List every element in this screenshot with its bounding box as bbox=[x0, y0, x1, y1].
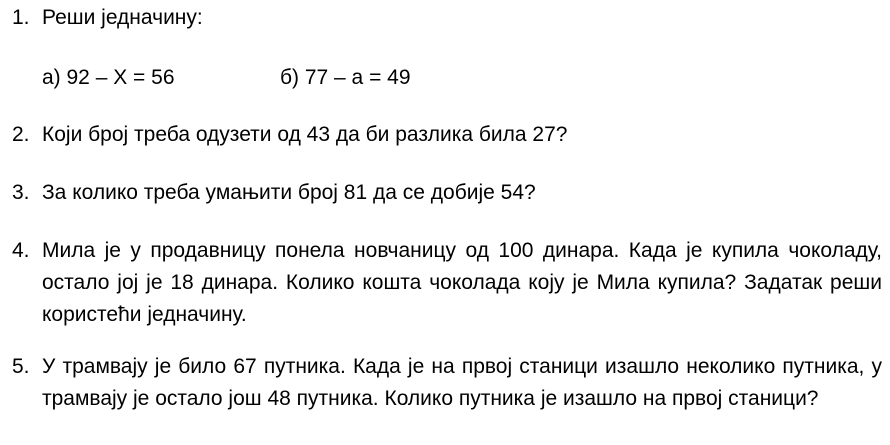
problem-text: Мила је у продавницу понела новчаницу од 100 динара. Када је купила чоколаду, остало јој је 18 динара. Колико кошта чоколада коју је Мила купила? Задатак реши користећи једначину. bbox=[42, 239, 882, 326]
equations-row bbox=[42, 62, 642, 94]
problem-text: У трамвају је било 67 путника. Када је на првој станици изашло неколико путника, у трамвају је остало још 48 путника. Колико путника је изашло на првој станици? bbox=[42, 355, 882, 410]
problem-number: 1. bbox=[12, 6, 30, 29]
problem-text: За колико треба умањити број 81 да се добије 54? bbox=[42, 181, 536, 204]
problem-3 bbox=[12, 177, 882, 209]
problem-number: 4. bbox=[12, 239, 30, 262]
problem-2 bbox=[12, 119, 882, 151]
problem-4 bbox=[12, 235, 882, 331]
problem-5 bbox=[12, 351, 882, 415]
problem-1 bbox=[12, 2, 882, 34]
problem-number: 2. bbox=[12, 123, 30, 146]
equation-a: а) 92 – X = 56 bbox=[42, 66, 175, 89]
problem-text: Реши једначину: bbox=[42, 6, 203, 29]
problem-number: 5. bbox=[12, 355, 30, 378]
equation-b: б) 77 – a = 49 bbox=[280, 66, 411, 89]
problem-number: 3. bbox=[12, 181, 30, 204]
problem-text: Који број треба одузети од 43 да би разлика била 27? bbox=[42, 123, 568, 146]
